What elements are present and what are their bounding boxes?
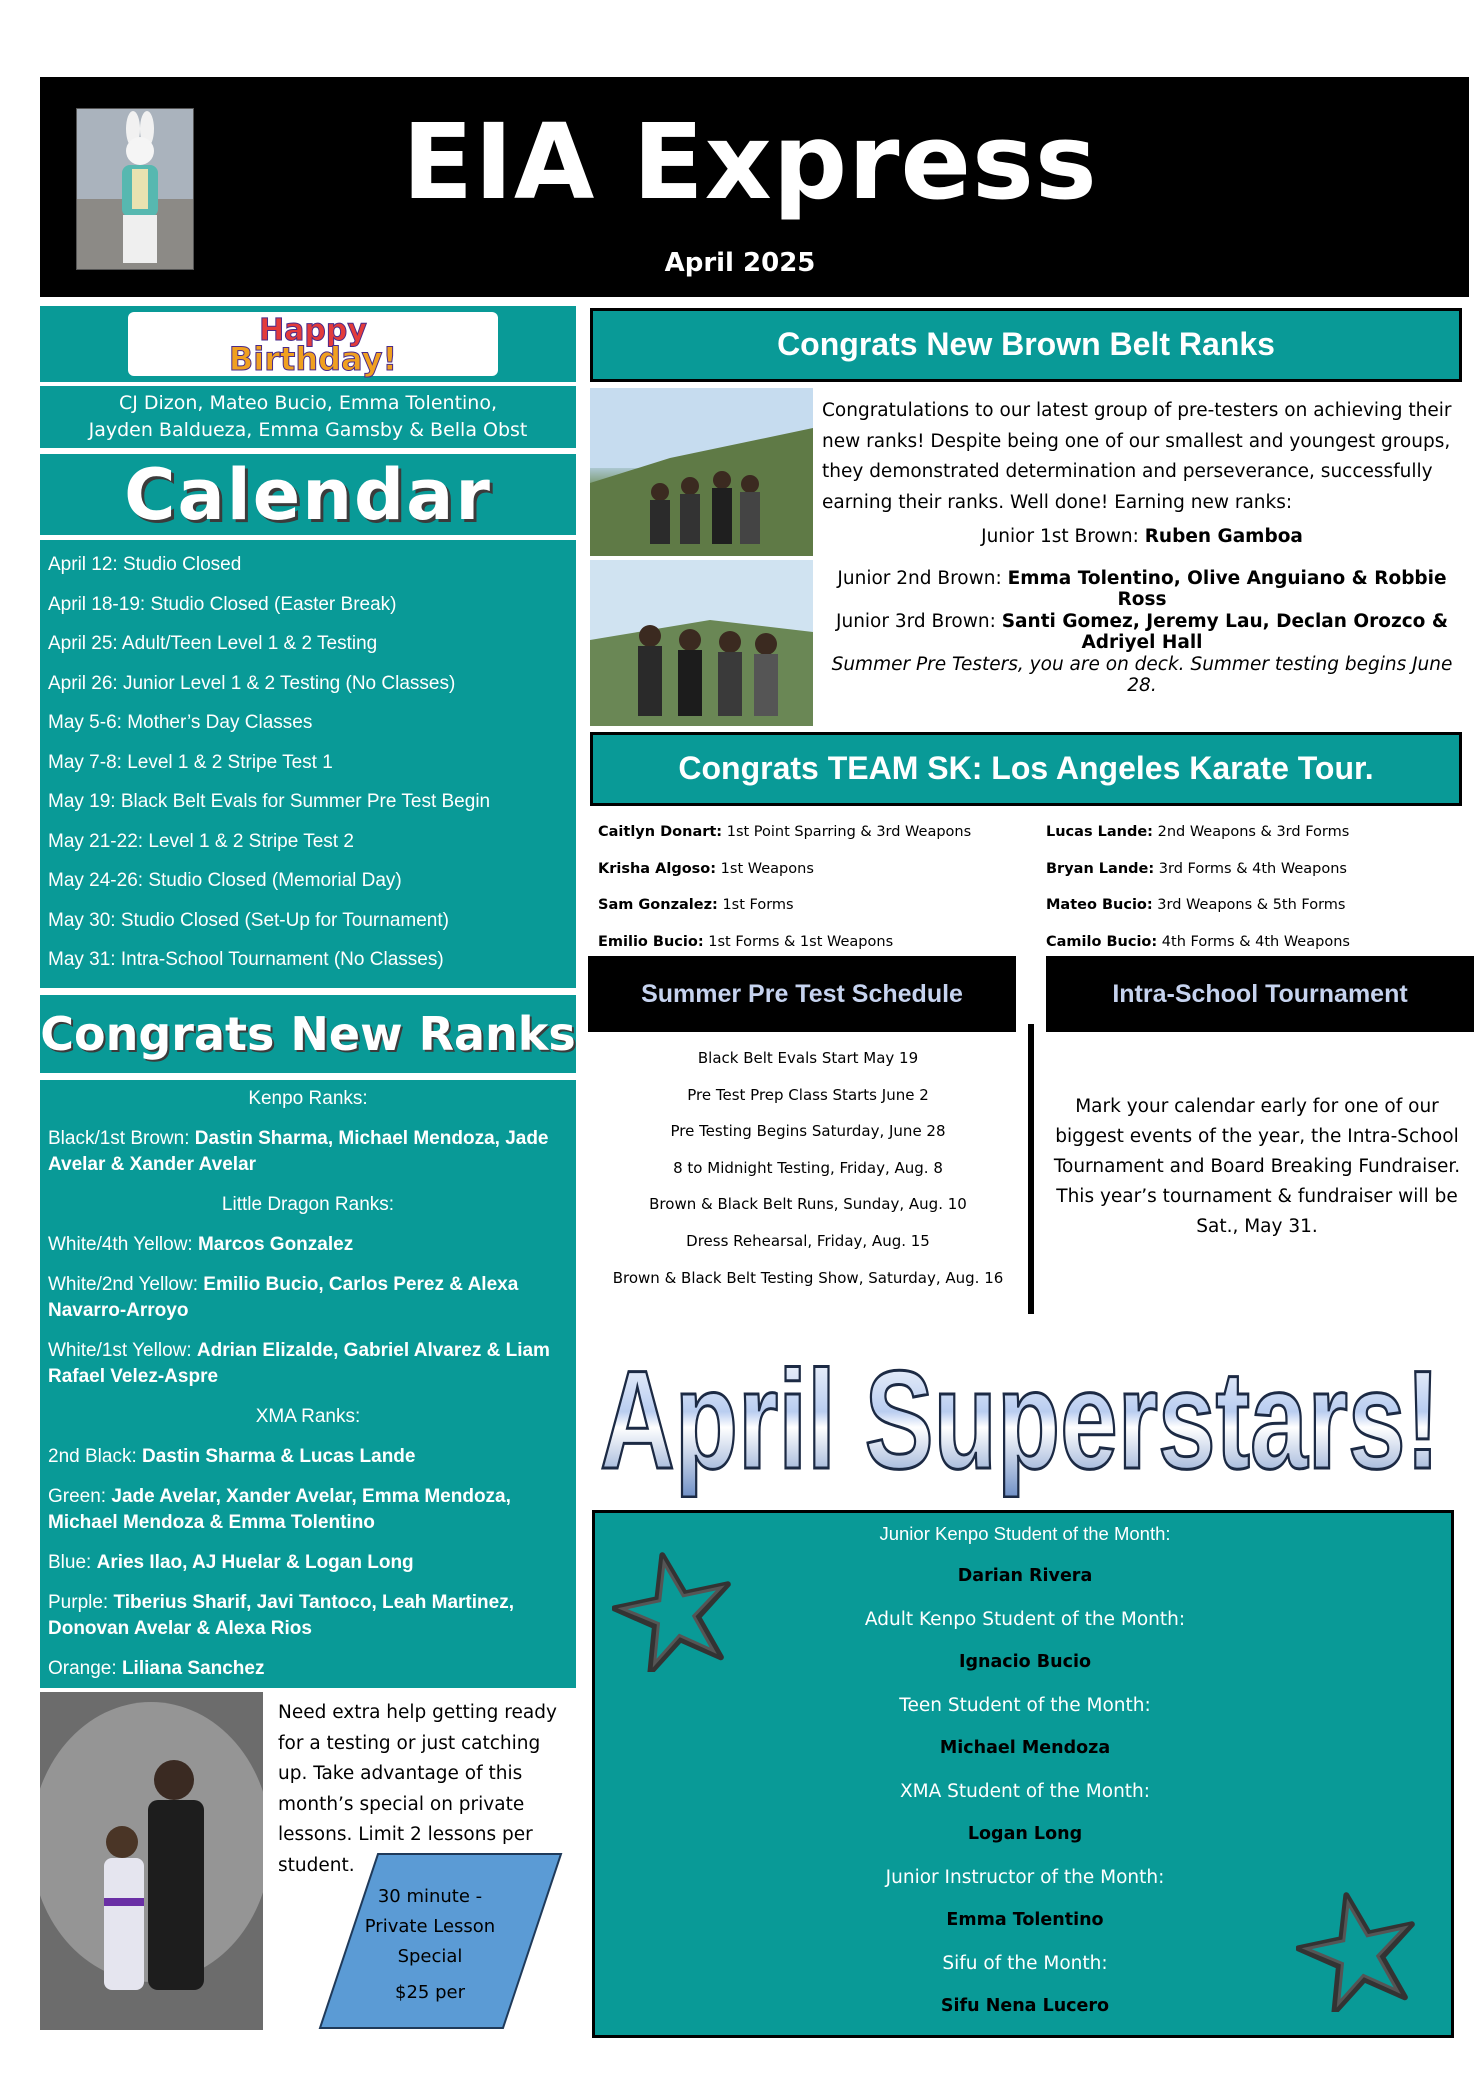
xma-rank-row [48,1590,568,1642]
team-sk-result: Emilio Bucio: 1st Forms & 1st Weapons [598,934,894,950]
schedule-item: Pre Testing Begins Saturday, June 28 [670,1122,946,1141]
new-ranks-body [40,1080,576,1688]
calendar-list [40,540,576,988]
calendar-item: April 25: Adult/Teen Level 1 & 2 Testing [48,633,378,654]
private-lesson-special [350,1882,510,2008]
schedule-item: Black Belt Evals Start May 19 [697,1049,919,1067]
calendar-item: May 7-8: Level 1 & 2 Stripe Test 1 [48,751,333,773]
dragon-heading: Little Dragon Ranks: [221,1194,395,1215]
svg-text:Birthday!: Birthday! [228,340,398,378]
pretest-schedule-list [588,1040,1028,1296]
xma-rank-row [48,1484,568,1536]
rank-label: White/4th Yellow: [48,1234,198,1255]
rank-names: Aries Ilao, AJ Huelar & Logan Long [96,1552,414,1573]
newsletter-title: EIA Express [402,101,1098,223]
kenpo-heading: Kenpo Ranks: [248,1088,368,1109]
special-price: $25 per [395,1982,465,2003]
tournament-title: Intra-School Tournament [1046,956,1474,1032]
rank-label: White/2nd Yellow: [48,1274,204,1295]
calendar-item: May 19: Black Belt Evals for Summer Pre Test Begin [48,791,491,812]
rank-names: Tiberius Sharif, Javi Tantoco, Leah Martinez, Donovan Avelar & Alexa Rios [48,1592,514,1639]
schedule-item: Dress Rehearsal, Friday, Aug. 15 [686,1231,930,1250]
award-label: Teen Student of the Month: [899,1695,1151,1716]
happy-birthday-graphic [40,306,576,382]
easter-bunny-photo [76,108,194,270]
rank-label: White/1st Yellow: [48,1340,197,1361]
award-name: Sifu Nena Lucero [940,1996,1110,2016]
calendar-item: April 12: Studio Closed [48,554,242,575]
xma-rank-row [48,1656,568,1682]
dragon-rank-row [48,1232,568,1258]
issue-date: April 2025 [664,248,816,278]
award-label: Junior Kenpo Student of the Month: [879,1523,1171,1544]
schedule-item: Brown & Black Belt Testing Show, Saturday, Aug. 16 [612,1268,1004,1287]
rank-names: Dastin Sharma & Lucas Lande [142,1446,416,1467]
team-sk-title: Congrats TEAM SK: Los Angeles Karate Tour. [590,732,1462,806]
team-sk-result: Krisha Algoso: 1st Weapons [598,861,814,877]
rank-label: Junior 1st Brown: [981,526,1145,547]
rank-names: Marcos Gonzalez [197,1234,354,1255]
tournament-text: Mark your calendar early for one of our biggest events of the year, the Intra-School Tournament and Board Breaking Fundraiser. This year’s tournament & fundraiser will be Sat., May 31. [1053,1096,1461,1237]
rank-label: Junior 2nd Brown: [837,568,1008,589]
team-sk-result: Mateo Bucio: 3rd Weapons & 5th Forms [1046,897,1346,913]
calendar-item: May 30: Studio Closed (Set-Up for Tournament) [48,909,449,931]
team-sk-result: Caitlyn Donart: 1st Point Sparring & 3rd Weapons [598,824,972,840]
rank-names: Jade Avelar, Xander Avelar, Emma Mendoza, Michael Mendoza & Emma Tolentino [48,1486,511,1533]
calendar-item: May 21-22: Level 1 & 2 Stripe Test 2 [48,830,354,852]
special-line: Special [397,1946,463,1967]
column-divider [1028,1024,1034,1314]
brown-belt-group-photo [590,560,813,726]
rank-label: Blue: [48,1552,97,1573]
brown-rank-row [822,611,1462,653]
award-label: Sifu of the Month: [942,1953,1108,1974]
pretest-schedule-title: Summer Pre Test Schedule [588,956,1016,1032]
calendar-item: April 26: Junior Level 1 & 2 Testing (No Classes) [48,672,456,694]
brown-belt-group-photo [590,388,813,556]
calendar-item: May 31: Intra-School Tournament (No Classes) [48,949,444,970]
calendar-title: Calendar [124,454,492,536]
private-lesson-photo [40,1692,263,2030]
kenpo-rank-row [48,1126,568,1178]
rank-label: Green: [48,1486,112,1507]
award-name: Emma Tolentino [946,1910,1104,1930]
rank-label: Orange: [48,1658,122,1679]
rank-names: Dastin Sharma, Michael Mendoza, Jade Avelar & Xander Avelar [48,1128,549,1175]
birthday-banner [40,306,576,384]
award-name: Logan Long [967,1824,1083,1844]
award-label: XMA Student of the Month: [899,1781,1151,1802]
team-sk-result: Sam Gonzalez: 1st Forms [598,897,794,913]
team-sk-result: Camilo Bucio: 4th Forms & 4th Weapons [1046,934,1350,950]
team-sk-result: Bryan Lande: 3rd Forms & 4th Weapons [1046,861,1347,877]
calendar-item: April 18-19: Studio Closed (Easter Break) [48,593,397,615]
brown-belt-title: Congrats New Brown Belt Ranks [590,308,1462,382]
rank-names: Emma Tolentino, Olive Anguiano & Robbie Ross [1007,568,1447,610]
xma-rank-row [48,1550,568,1576]
superstars-title-text: April Superstars! [600,1341,1440,1498]
rank-names: Emilio Bucio, Carlos Perez & Alexa Navarro-Arroyo [48,1274,519,1321]
special-line: 30 minute - [377,1886,483,1907]
award-label: Adult Kenpo Student of the Month: [864,1609,1186,1630]
award-label: Junior Instructor of the Month: [885,1867,1165,1888]
award-name: Darian Rivera [957,1566,1093,1586]
new-ranks-title: Congrats New Ranks [40,1007,576,1061]
team-sk-result: Lucas Lande: 2nd Weapons & 3rd Forms [1046,824,1350,840]
calendar-item: May 24-26: Studio Closed (Memorial Day) [48,870,402,891]
xma-rank-row [48,1444,568,1470]
birthday-names [40,386,576,448]
rank-label: Junior 3rd Brown: [836,611,1002,632]
rank-label: Purple: [48,1592,114,1613]
rank-label: Black/1st Brown: [48,1128,195,1149]
rank-names: Liliana Sanchez [121,1658,265,1679]
superstars-title [590,1338,1450,1498]
schedule-item: Brown & Black Belt Runs, Sunday, Aug. 10 [649,1195,967,1214]
summer-pretest-note: Summer Pre Testers, you are on deck. Summer testing begins June 28. [831,654,1453,696]
brown-belt-intro: Congratulations to our latest group of pre-testers on achieving their new ranks! Despite being one of our smallest and youngest groups, they demonstrated determination and perseverance, successfully earning their ranks. Well done! Earning new ranks: [822,400,1452,513]
rank-label: 2nd Black: [48,1446,142,1467]
xma-heading: XMA Ranks: [255,1406,361,1427]
superstars-list [700,1512,1350,2028]
rank-names: Adrian Elizalde, Gabriel Alvarez & Liam Rafael Velez-Aspre [48,1340,550,1387]
brown-rank-row [822,568,1462,610]
award-name: Michael Mendoza [939,1738,1111,1758]
birthday-names-line2: Jayden Baldueza, Emma Gamsby & Bella Obst [88,419,528,441]
award-name: Ignacio Bucio [959,1652,1091,1672]
special-line: Private Lesson [364,1916,496,1937]
rank-names: Santi Gomez, Jeremy Lau, Declan Orozco & Adriyel Hall [1001,611,1448,653]
rank-names: Ruben Gamboa [1144,526,1303,547]
dragon-rank-row [48,1338,568,1390]
schedule-item: Pre Test Prep Class Starts June 2 [687,1085,929,1104]
brown-rank-row [822,526,1462,547]
dragon-rank-row [48,1272,568,1324]
svg-text:Happy: Happy [259,313,367,348]
birthday-names-line1: CJ Dizon, Mateo Bucio, Emma Tolentino, [118,392,498,414]
schedule-item: 8 to Midnight Testing, Friday, Aug. 8 [673,1158,943,1177]
calendar-item: May 5-6: Mother’s Day Classes [48,712,313,733]
private-lesson-text: Need extra help getting ready for a testing or just catching up. Take advantage of this month’s special on private lessons. Limit 2 lessons per student. [278,1702,557,1876]
